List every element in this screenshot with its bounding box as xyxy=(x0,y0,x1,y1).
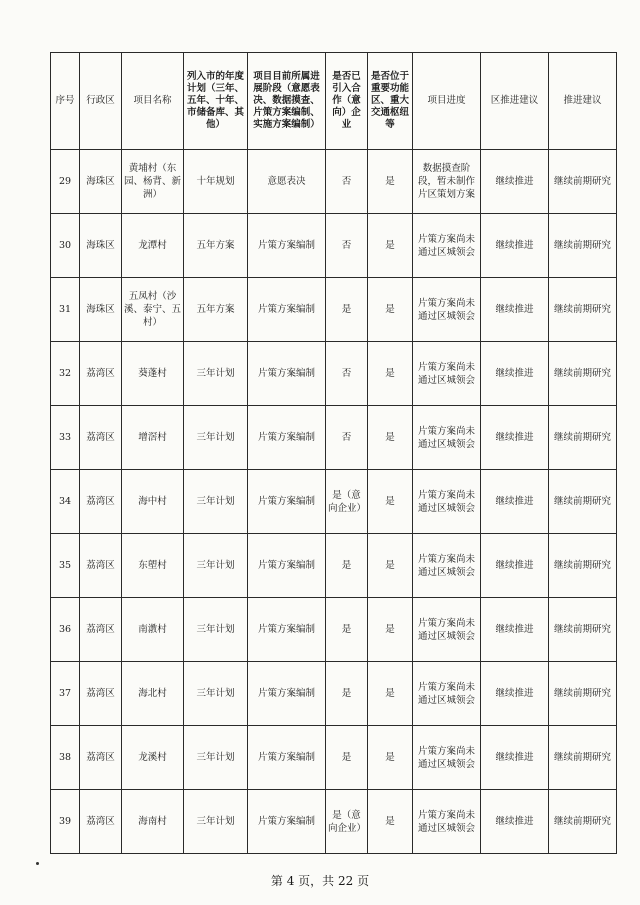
cell-plan: 三年计划 xyxy=(184,534,248,598)
header-district-advice: 区推进建议 xyxy=(481,53,549,150)
cell-plan: 三年计划 xyxy=(184,406,248,470)
table-row xyxy=(51,342,617,406)
table-row xyxy=(51,662,617,726)
cell-zone: 是 xyxy=(368,726,413,790)
cell-progress: 片策方案尚未通过区城领会 xyxy=(413,598,481,662)
page-footer: 第 4 页，共 22 页 xyxy=(270,874,370,888)
header-advice: 推进建议 xyxy=(549,53,617,150)
cell-progress: 片策方案尚未通过区城领会 xyxy=(413,214,481,278)
cell-plan: 三年计划 xyxy=(184,470,248,534)
table-row xyxy=(51,534,617,598)
header-name: 项目名称 xyxy=(122,53,184,150)
cell-enterprise: 是（意向企业） xyxy=(326,790,368,854)
cell-district-advice: 继续推进 xyxy=(481,406,549,470)
cell-plan: 三年计划 xyxy=(184,726,248,790)
cell-plan: 三年计划 xyxy=(184,342,248,406)
cell-name: 龙溪村 xyxy=(122,726,184,790)
cell-enterprise: 是 xyxy=(326,662,368,726)
cell-no: 30 xyxy=(51,214,80,278)
table-row xyxy=(51,278,617,342)
cell-no: 31 xyxy=(51,278,80,342)
cell-advice: 继续前期研究 xyxy=(549,214,617,278)
cell-district: 荔湾区 xyxy=(80,598,122,662)
cell-name: 海北村 xyxy=(122,662,184,726)
cell-stage: 片策方案编制 xyxy=(248,470,326,534)
cell-stage: 片策方案编制 xyxy=(248,406,326,470)
cell-progress: 片策方案尚未通过区城领会 xyxy=(413,790,481,854)
header-row xyxy=(51,53,617,150)
table-row xyxy=(51,790,617,854)
cell-district-advice: 继续推进 xyxy=(481,470,549,534)
cell-plan: 五年方案 xyxy=(184,214,248,278)
cell-no: 32 xyxy=(51,342,80,406)
cell-name: 南漖村 xyxy=(122,598,184,662)
cell-progress: 片策方案尚未通过区城领会 xyxy=(413,342,481,406)
cell-no: 33 xyxy=(51,406,80,470)
cell-district-advice: 继续推进 xyxy=(481,342,549,406)
table-row xyxy=(51,214,617,278)
table-row xyxy=(51,150,617,214)
cell-enterprise: 否 xyxy=(326,342,368,406)
cell-zone: 是 xyxy=(368,662,413,726)
cell-district: 荔湾区 xyxy=(80,790,122,854)
cell-name: 葵蓬村 xyxy=(122,342,184,406)
header-enterprise: 是否已引入合作（意向）企业 xyxy=(326,53,368,150)
cell-district-advice: 继续推进 xyxy=(481,214,549,278)
cell-progress: 片策方案尚未通过区城领会 xyxy=(413,406,481,470)
cell-stage: 片策方案编制 xyxy=(248,214,326,278)
cell-advice: 继续前期研究 xyxy=(549,406,617,470)
cell-no: 35 xyxy=(51,534,80,598)
header-zone: 是否位于重要功能区、重大交通枢纽等 xyxy=(368,53,413,150)
cell-progress: 片策方案尚未通过区城领会 xyxy=(413,662,481,726)
cell-progress: 片策方案尚未通过区城领会 xyxy=(413,726,481,790)
cell-stage: 意愿表决 xyxy=(248,150,326,214)
cell-zone: 是 xyxy=(368,214,413,278)
cell-advice: 继续前期研究 xyxy=(549,662,617,726)
header-stage: 项目目前所属进展阶段（意愿表决、数据摸查、片策方案编制、实施方案编制） xyxy=(248,53,326,150)
cell-no: 37 xyxy=(51,662,80,726)
cell-district: 荔湾区 xyxy=(80,406,122,470)
cell-no: 36 xyxy=(51,598,80,662)
cell-district-advice: 继续推进 xyxy=(481,598,549,662)
cell-stage: 片策方案编制 xyxy=(248,662,326,726)
cell-stage: 片策方案编制 xyxy=(248,342,326,406)
cell-no: 34 xyxy=(51,470,80,534)
cell-progress: 片策方案尚未通过区城领会 xyxy=(413,278,481,342)
cell-plan: 三年计划 xyxy=(184,662,248,726)
project-table xyxy=(50,52,617,854)
cell-advice: 继续前期研究 xyxy=(549,598,617,662)
cell-zone: 是 xyxy=(368,790,413,854)
cell-progress: 数据摸查阶段，暂未制作片区策划方案 xyxy=(413,150,481,214)
cell-progress: 片策方案尚未通过区城领会 xyxy=(413,470,481,534)
header-progress: 项目进度 xyxy=(413,53,481,150)
cell-enterprise: 否 xyxy=(326,406,368,470)
cell-stage: 片策方案编制 xyxy=(248,278,326,342)
cell-district: 海珠区 xyxy=(80,278,122,342)
cell-district: 荔湾区 xyxy=(80,534,122,598)
cell-district: 荔湾区 xyxy=(80,662,122,726)
table-row xyxy=(51,598,617,662)
cell-enterprise: 是 xyxy=(326,534,368,598)
cell-plan: 三年计划 xyxy=(184,790,248,854)
cell-stage: 片策方案编制 xyxy=(248,534,326,598)
cell-stage: 片策方案编制 xyxy=(248,598,326,662)
scan-speck xyxy=(36,862,39,865)
cell-enterprise: 是 xyxy=(326,598,368,662)
cell-name: 龙潭村 xyxy=(122,214,184,278)
cell-zone: 是 xyxy=(368,150,413,214)
header-plan: 列入市的年度计划（三年、五年、十年、市储备库、其他） xyxy=(184,53,248,150)
cell-zone: 是 xyxy=(368,406,413,470)
table-row xyxy=(51,406,617,470)
cell-advice: 继续前期研究 xyxy=(549,470,617,534)
cell-name: 五凤村（沙溪、泰宁、五村） xyxy=(122,278,184,342)
cell-district-advice: 继续推进 xyxy=(481,278,549,342)
cell-district: 海珠区 xyxy=(80,214,122,278)
cell-plan: 十年规划 xyxy=(184,150,248,214)
cell-no: 38 xyxy=(51,726,80,790)
cell-zone: 是 xyxy=(368,470,413,534)
project-table-container xyxy=(50,52,616,854)
cell-enterprise: 是 xyxy=(326,278,368,342)
cell-district-advice: 继续推进 xyxy=(481,150,549,214)
cell-advice: 继续前期研究 xyxy=(549,342,617,406)
cell-advice: 继续前期研究 xyxy=(549,790,617,854)
cell-advice: 继续前期研究 xyxy=(549,534,617,598)
cell-district-advice: 继续推进 xyxy=(481,726,549,790)
cell-district: 荔湾区 xyxy=(80,726,122,790)
cell-name: 东塱村 xyxy=(122,534,184,598)
cell-plan: 五年方案 xyxy=(184,278,248,342)
cell-no: 39 xyxy=(51,790,80,854)
cell-district: 海珠区 xyxy=(80,150,122,214)
cell-district-advice: 继续推进 xyxy=(481,790,549,854)
cell-district-advice: 继续推进 xyxy=(481,534,549,598)
cell-name: 海中村 xyxy=(122,470,184,534)
cell-district: 荔湾区 xyxy=(80,342,122,406)
cell-advice: 继续前期研究 xyxy=(549,150,617,214)
cell-no: 29 xyxy=(51,150,80,214)
cell-advice: 继续前期研究 xyxy=(549,726,617,790)
cell-advice: 继续前期研究 xyxy=(549,278,617,342)
cell-stage: 片策方案编制 xyxy=(248,790,326,854)
cell-plan: 三年计划 xyxy=(184,598,248,662)
cell-name: 海南村 xyxy=(122,790,184,854)
table-row xyxy=(51,470,617,534)
cell-zone: 是 xyxy=(368,342,413,406)
cell-stage: 片策方案编制 xyxy=(248,726,326,790)
cell-name: 增滘村 xyxy=(122,406,184,470)
cell-enterprise: 是 xyxy=(326,726,368,790)
header-district: 行政区 xyxy=(80,53,122,150)
cell-district: 荔湾区 xyxy=(80,470,122,534)
cell-progress: 片策方案尚未通过区城领会 xyxy=(413,534,481,598)
cell-enterprise: 否 xyxy=(326,150,368,214)
cell-zone: 是 xyxy=(368,534,413,598)
table-row xyxy=(51,726,617,790)
cell-zone: 是 xyxy=(368,278,413,342)
cell-district-advice: 继续推进 xyxy=(481,662,549,726)
cell-name: 黄埔村（东园、杨背、新洲） xyxy=(122,150,184,214)
header-no: 序号 xyxy=(51,53,80,150)
cell-zone: 是 xyxy=(368,598,413,662)
cell-enterprise: 否 xyxy=(326,214,368,278)
cell-enterprise: 是（意向企业） xyxy=(326,470,368,534)
